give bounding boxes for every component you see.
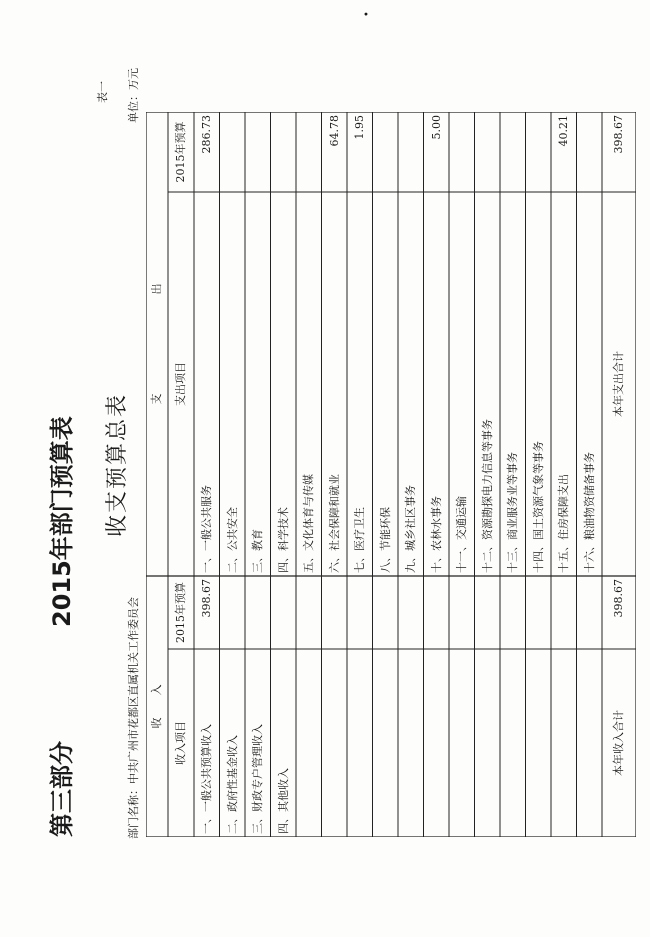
expense-item: 十六、粮油物资储备事务 <box>582 452 596 573</box>
income-total-value: 398.67 <box>612 579 625 618</box>
expense-budget <box>296 115 322 189</box>
expense-budget <box>449 115 475 189</box>
expense-item: 十三、商业服务业等事务 <box>506 452 519 573</box>
table-number: 表一 <box>96 81 109 103</box>
expense-item: 十一、交通运输 <box>455 496 468 573</box>
budget-table <box>146 112 636 837</box>
expense-item: 十、农林水事务 <box>429 496 443 573</box>
expense-group-header: 支 出 <box>150 283 163 405</box>
unit-label: 单位：万元 <box>127 68 140 123</box>
expense-budget: 64.78 <box>327 115 341 147</box>
income-group-header: 收 入 <box>150 684 163 729</box>
expense-item: 八、节能环保 <box>378 507 392 573</box>
expense-budget <box>271 115 297 189</box>
expense-item: 七、医疗卫生 <box>353 507 366 573</box>
expense-item: 四、科学技术 <box>276 507 290 573</box>
income-budget <box>220 579 246 646</box>
expense-item: 十二、资源勘探电力信息等事务 <box>480 419 494 573</box>
income-budget-header: 2015年预算 <box>174 582 187 643</box>
expense-item: 九、城乡社区事务 <box>404 485 417 573</box>
expense-budget <box>245 115 271 189</box>
income-item: 四、其他收入 <box>276 768 290 834</box>
department-label: 部门名称：中共广州市花都区直属机关工作委员会 <box>127 597 140 839</box>
expense-budget <box>220 115 246 189</box>
income-total-label: 本年收入合计 <box>612 710 625 776</box>
income-item-header: 收入项目 <box>174 721 187 765</box>
expense-item: 一、一般公共服务 <box>200 485 213 573</box>
main-title: 收支预算总表 <box>105 392 130 537</box>
expense-item: 六、社会保障和就业 <box>327 474 341 573</box>
income-budget <box>271 579 297 646</box>
expense-total-label: 本年支出合计 <box>612 351 625 417</box>
expense-budget <box>577 115 603 189</box>
expense-budget: 286.73 <box>200 115 213 154</box>
expense-budget <box>373 115 399 189</box>
expense-budget: 1.95 <box>353 115 366 140</box>
expense-budget <box>398 115 424 189</box>
income-budget <box>245 579 271 646</box>
expense-item: 十五、住房保障支出 <box>557 474 570 573</box>
part-title: 第三部分 <box>48 741 76 837</box>
expense-item: 五、文化体育与传媒 <box>302 474 315 573</box>
expense-budget-header: 2015年预算 <box>174 121 187 183</box>
scan-speck: • <box>362 11 373 17</box>
expense-budget: 5.00 <box>429 115 443 140</box>
expense-budget <box>526 115 552 189</box>
expense-budget <box>475 115 501 189</box>
expense-budget <box>500 115 526 189</box>
expense-budget: 40.21 <box>557 115 570 147</box>
expense-item-header: 支出项目 <box>174 362 187 406</box>
income-item: 一、一般公共预算收入 <box>200 724 213 834</box>
income-budget: 398.67 <box>200 579 213 618</box>
expense-total-value: 398.67 <box>612 115 625 154</box>
expense-item: 二、公共安全 <box>225 507 239 573</box>
income-item: 三、财政专户管理收入 <box>251 724 264 834</box>
expense-item: 十四、国土资源气象等事务 <box>531 441 545 573</box>
year-title: 2015年部门预算表 <box>48 416 76 627</box>
income-item: 二、政府性基金收入 <box>225 735 239 834</box>
expense-item: 三、教育 <box>251 529 264 573</box>
